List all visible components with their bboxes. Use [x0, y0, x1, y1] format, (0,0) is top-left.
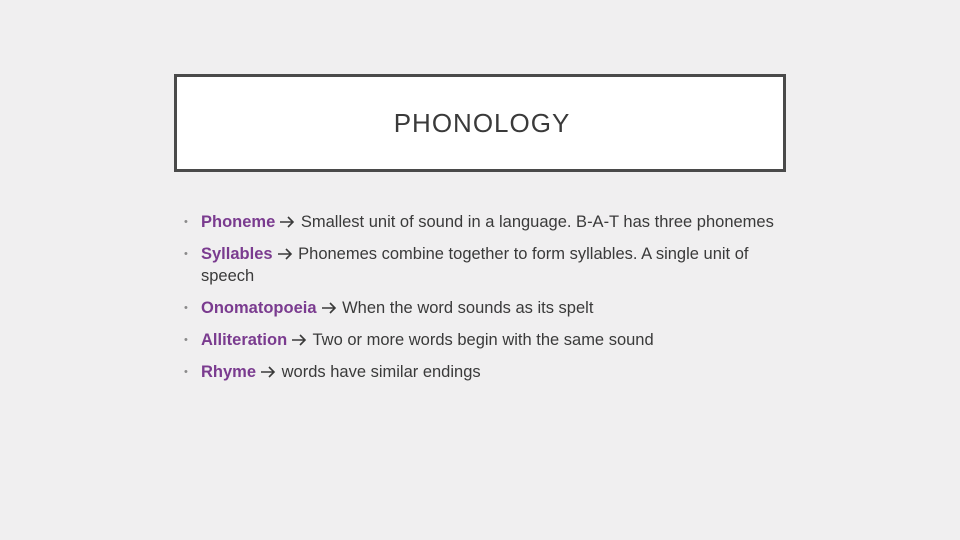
arrow-right-icon: [277, 247, 293, 261]
arrow-right-icon: [321, 301, 337, 315]
bullet-dot-icon: •: [184, 302, 188, 314]
bullet-term: Phoneme: [201, 213, 276, 231]
bullet-term: Syllables: [201, 245, 273, 263]
slide-title: PHONOLOGY: [393, 107, 571, 138]
arrow-right-icon: [291, 333, 307, 347]
bullet-dot-icon: •: [184, 248, 188, 260]
bullet-dot-icon: •: [184, 334, 188, 346]
bullet-dot-icon: •: [184, 216, 188, 228]
bullet-item: [184, 297, 784, 319]
bullet-term: Onomatopoeia: [201, 299, 317, 317]
bullet-list: [184, 211, 784, 383]
arrow-right-icon: [279, 215, 295, 229]
bullet-item: [184, 243, 784, 287]
bullet-definition: Two or more words begin with the same sound: [312, 331, 654, 349]
arrow-right-icon: [260, 365, 276, 379]
bullet-definition: When the word sounds as its spelt: [342, 299, 594, 317]
bullet-definition: words have similar endings: [281, 363, 481, 381]
slide-title-box: [174, 74, 786, 172]
bullet-term: Alliteration: [201, 331, 288, 349]
bullet-item: [184, 329, 784, 351]
bullet-item: [184, 211, 784, 233]
bullet-item: [184, 361, 784, 383]
bullet-definition: Phonemes combine together to form syllables. A single unit of speech: [201, 245, 749, 285]
bullet-definition: Smallest unit of sound in a language. B-A-T has three phonemes: [300, 213, 774, 231]
bullet-dot-icon: •: [184, 366, 188, 378]
bullet-term: Rhyme: [201, 363, 257, 381]
